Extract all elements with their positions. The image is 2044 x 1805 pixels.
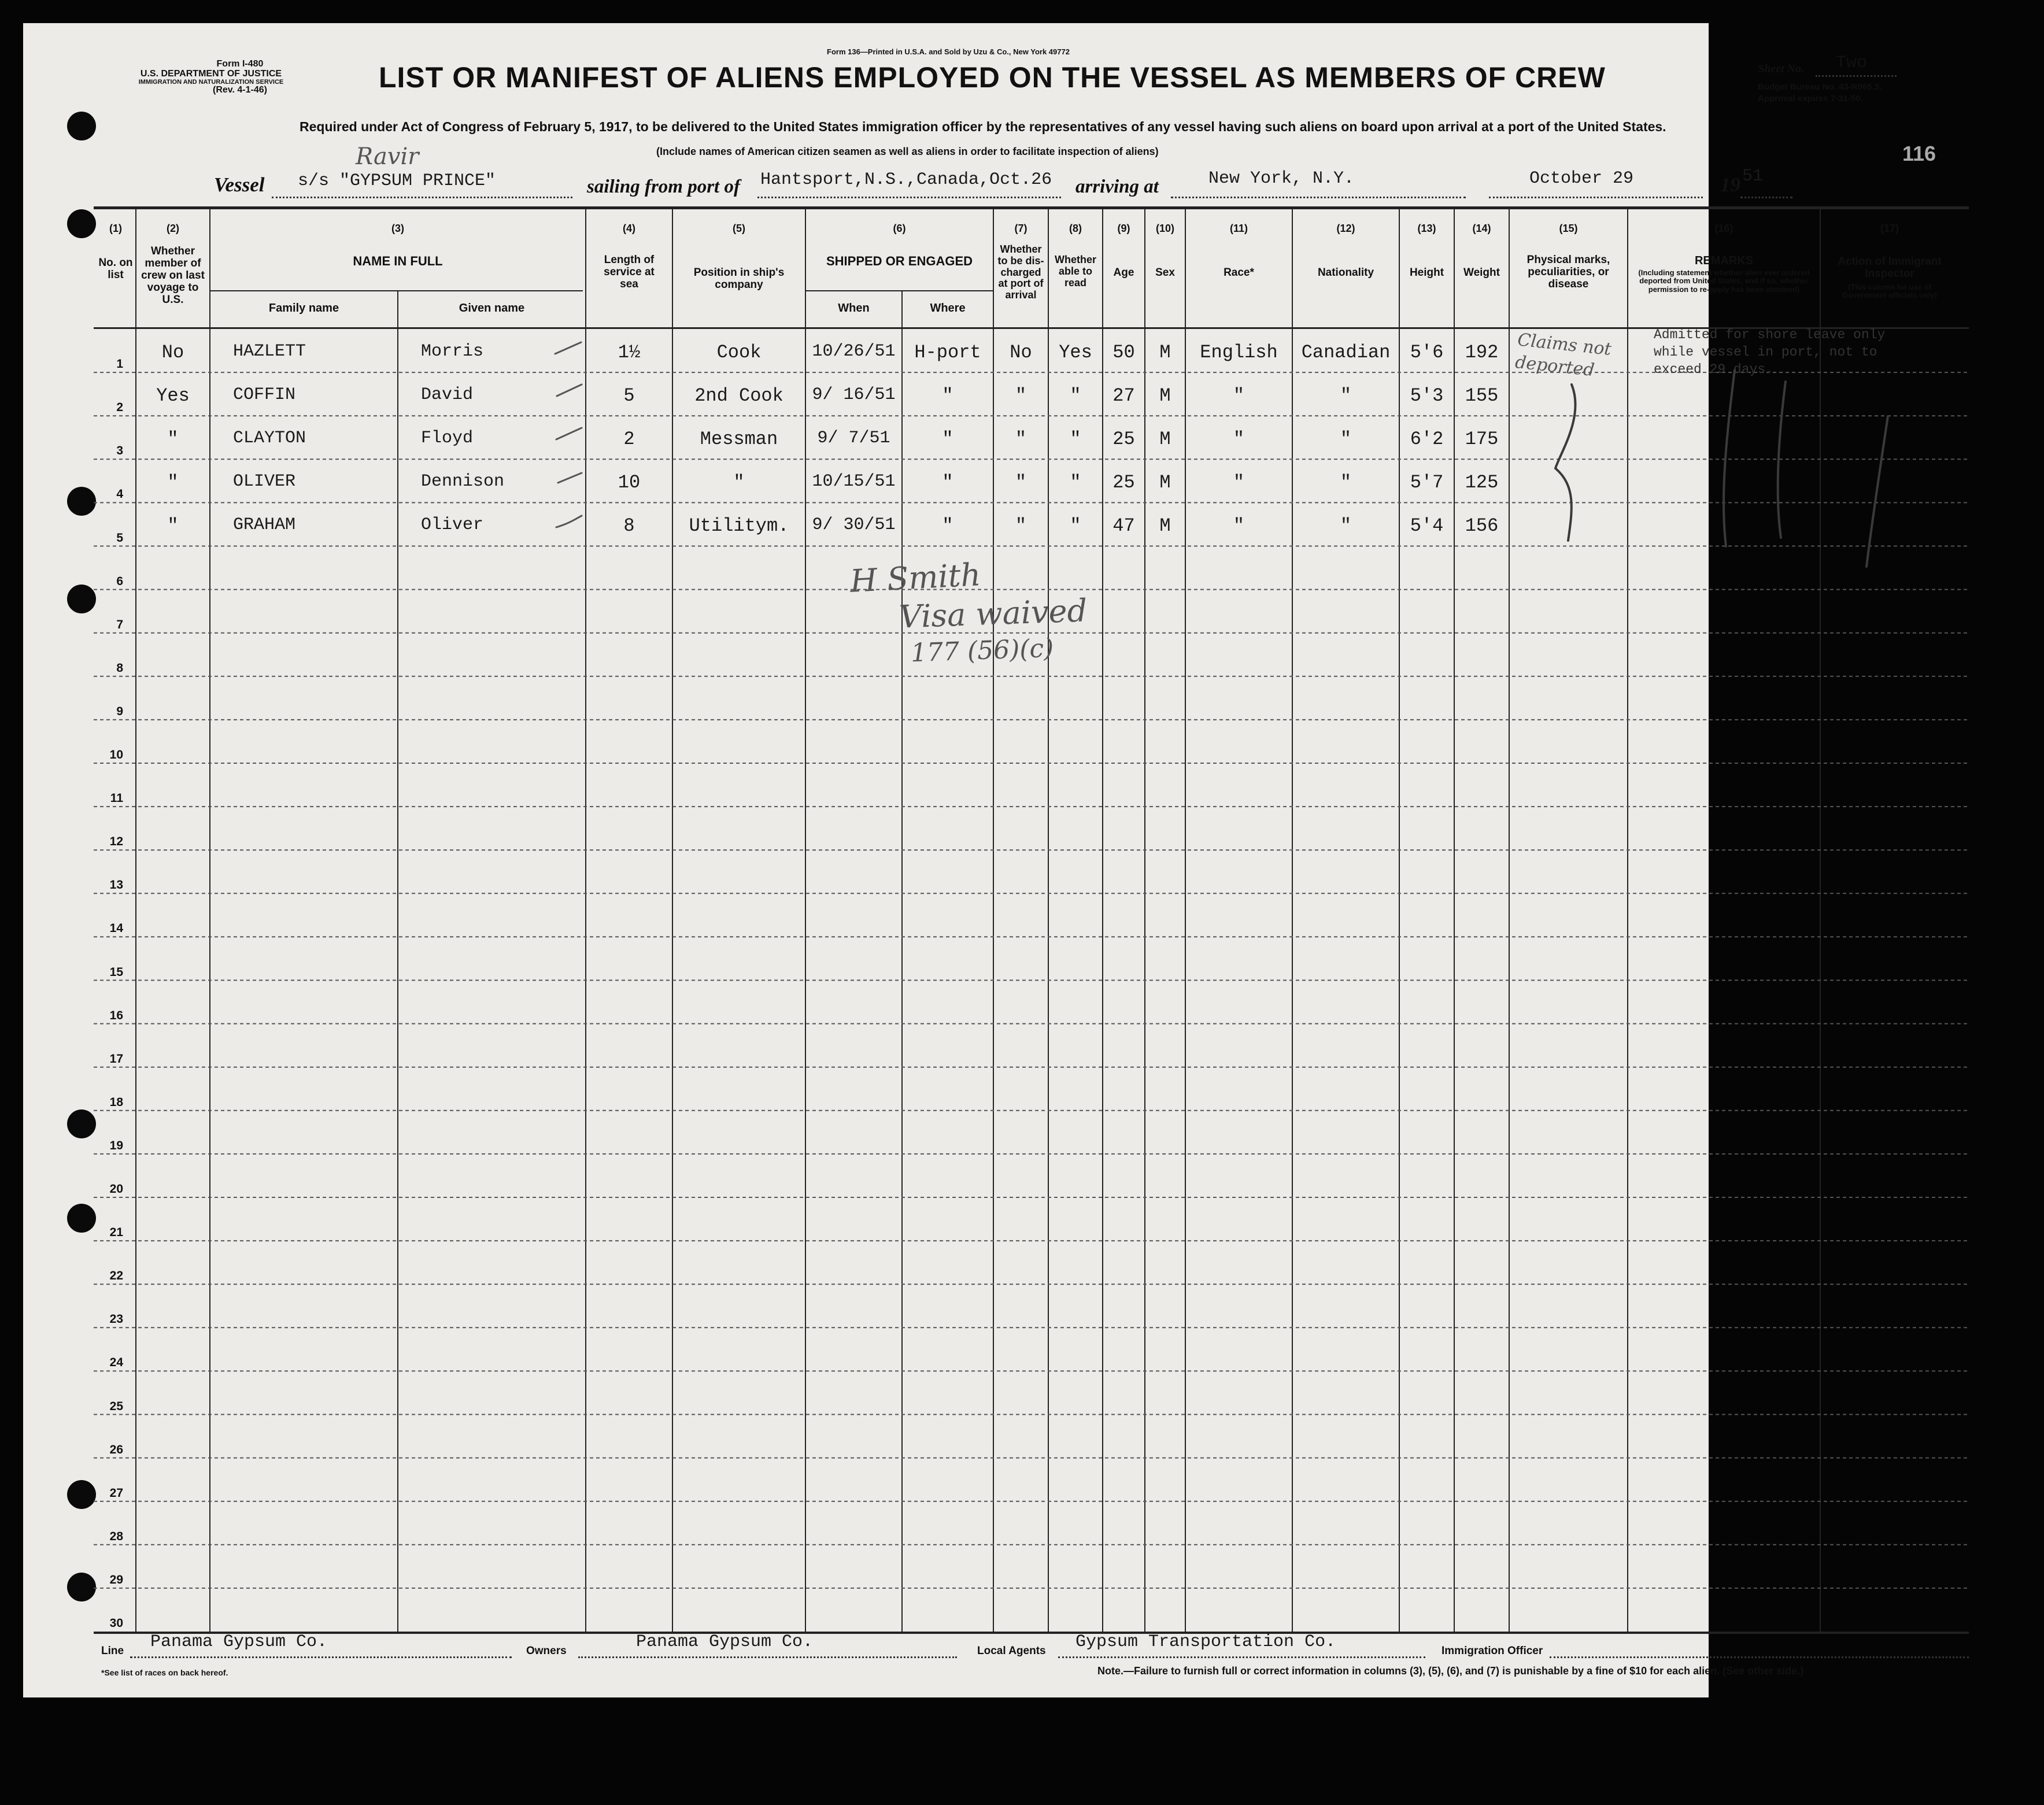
able-to-read-cell: Yes	[1059, 342, 1092, 363]
service-length-cell: 5	[623, 385, 635, 407]
nationality-cell: Canadian	[1301, 342, 1391, 363]
col6-label: SHIPPED OR ENGAGED	[826, 254, 973, 268]
approval-expiry: Approval expires 7-31-50.	[1758, 94, 1863, 103]
races-note: *See list of races on back hereof.	[101, 1668, 228, 1677]
sheet-value: Two	[1836, 53, 1868, 73]
discharge-cell: "	[1015, 385, 1027, 407]
col14-number: (14)	[1472, 223, 1491, 234]
able-to-read-cell: "	[1070, 428, 1081, 450]
year-suffix: 51	[1742, 167, 1764, 186]
shipped-when-cell: 9/ 16/51	[812, 385, 896, 405]
form-block	[81, 60, 306, 95]
weight-cell: 155	[1465, 385, 1499, 407]
budget-number: Budget Bureau No. 43-R065.3.	[1758, 82, 1882, 92]
row-number: 30	[109, 1617, 123, 1630]
row-number: 18	[109, 1095, 123, 1109]
able-to-read-cell: "	[1070, 472, 1081, 494]
col11-label: Race*	[1224, 267, 1254, 279]
arriving-label: arriving at	[1075, 176, 1159, 197]
sex-cell: M	[1159, 515, 1171, 537]
owners-label: Owners	[526, 1645, 567, 1657]
required-statement: Required under Act of Congress of February 5, 1917, to be delivered to the United States immigration officer by the representatives of any vessel having such aliens on board upon arrival at a port of the United States.	[300, 119, 1666, 134]
position-cell: Cook	[716, 342, 762, 363]
remarks-typed: Admitted for shore leave only while vessel in port, not to exceed 29 days.	[1654, 327, 1886, 377]
shipped-when-cell: 9/ 30/51	[812, 515, 896, 535]
col8-number: (8)	[1069, 223, 1082, 234]
service-length-cell: 10	[618, 472, 641, 494]
service-length-cell: 8	[623, 515, 635, 537]
col15-label: Physical marks, peculiarities, or disease	[1526, 254, 1610, 290]
position-cell: Utilitym.	[689, 515, 789, 537]
position-cell: "	[733, 472, 745, 494]
year-prefix: 19	[1720, 173, 1740, 196]
service-length-cell: 2	[623, 428, 635, 450]
family-name-cell: HAZLETT	[233, 342, 306, 361]
col10-label: Sex	[1155, 267, 1175, 279]
row-number: 19	[109, 1138, 123, 1152]
vessel-label: Vessel	[214, 173, 265, 196]
name-subheader-line	[210, 290, 583, 291]
height-cell: 5'4	[1410, 515, 1444, 537]
family-name-cell: COFFIN	[233, 385, 296, 405]
shipped-where-cell: "	[942, 472, 953, 494]
shipped-where-cell: H-port	[914, 342, 981, 363]
given-name-cell: Floyd	[421, 428, 474, 449]
col7-label: Whether to be dis-charged at port of arrival	[997, 243, 1044, 301]
row-number: 11	[110, 791, 123, 805]
weight-cell: 175	[1465, 428, 1499, 450]
position-cell: 2nd Cook	[694, 385, 783, 407]
arriving-underline	[1171, 197, 1466, 198]
remarks-ditto-mark	[1778, 382, 1786, 538]
shipped-subheader-line	[805, 290, 993, 291]
row-number: 2	[116, 401, 123, 415]
col5-label: Position in ship's company	[693, 267, 785, 291]
col17-number: (17)	[1880, 223, 1899, 234]
row-number: 23	[109, 1312, 123, 1326]
race-cell: "	[1233, 385, 1245, 407]
row-number: 14	[109, 922, 123, 935]
col9-label: Age	[1113, 267, 1134, 279]
sailing-label: sailing from port of	[587, 176, 740, 197]
col16-sub: (Including statement whether alien ever ordered deported from United States, and if so, whether permission to re-apply has been obtained)	[1638, 268, 1810, 294]
age-cell: 47	[1112, 515, 1135, 537]
row-number: 15	[109, 965, 123, 979]
row-number: 20	[109, 1182, 123, 1196]
nationality-cell: "	[1340, 428, 1352, 450]
when-header: When	[838, 302, 870, 315]
vessel-handwritten-note: Ravir	[356, 143, 419, 170]
col12-label: Nationality	[1317, 267, 1374, 279]
weight-cell: 192	[1465, 342, 1499, 363]
service: IMMIGRATION AND NATURALIZATION SERVICE	[138, 78, 284, 86]
discharge-cell: "	[1015, 428, 1027, 450]
where-header: Where	[930, 302, 966, 315]
col2-label: Whether member of crew on last voyage to U.S.	[141, 245, 205, 306]
sex-cell: M	[1159, 385, 1171, 407]
arrival-date: October 29	[1529, 169, 1634, 188]
agents-underline	[1058, 1656, 1425, 1658]
line-value: Panama Gypsum Co.	[150, 1632, 328, 1652]
race-cell: "	[1233, 428, 1245, 450]
agents-value: Gypsum Transportation Co.	[1075, 1632, 1336, 1652]
shipped-where-cell: "	[942, 385, 953, 407]
officer-underline	[1550, 1656, 1969, 1658]
visa-code: 177 (56)(c)	[910, 633, 1055, 668]
shipped-where-cell: "	[942, 428, 953, 450]
able-to-read-cell: "	[1070, 385, 1081, 407]
signature: H Smith	[849, 556, 982, 600]
row-number: 29	[109, 1573, 123, 1586]
department: U.S. DEPARTMENT OF JUSTICE	[140, 68, 282, 79]
height-cell: 5'3	[1410, 385, 1444, 407]
shipped-when-cell: 9/ 7/51	[817, 428, 890, 449]
arriving-port: New York, N.Y.	[1208, 169, 1355, 188]
col4-label: Length of service at sea	[604, 254, 655, 290]
col2-number: (2)	[167, 223, 179, 234]
row-number: 7	[116, 617, 123, 631]
race-cell: "	[1233, 515, 1245, 537]
agents-label: Local Agents	[977, 1645, 1046, 1657]
sailing-port: Hantsport,N.S.,Canada,Oct.26	[760, 170, 1052, 190]
col12-number: (12)	[1336, 223, 1355, 234]
col15-number: (15)	[1559, 223, 1578, 234]
vessel-name: s/s "GYPSUM PRINCE"	[298, 171, 496, 191]
action-ditto-mark	[1866, 416, 1888, 567]
col7-number: (7)	[1014, 223, 1027, 234]
remarks-ditto-mark	[1724, 370, 1735, 546]
discharge-cell: "	[1015, 472, 1027, 494]
able-to-read-cell: "	[1070, 515, 1081, 537]
given-name-cell: Morris	[421, 342, 484, 361]
page-title: LIST OR MANIFEST OF ALIENS EMPLOYED ON THE VESSEL AS MEMBERS OF CREW	[379, 61, 1606, 94]
discharge-cell: "	[1015, 515, 1027, 537]
revision: (Rev. 4-1-46)	[213, 85, 267, 95]
col11-number: (11)	[1229, 223, 1248, 234]
height-cell: 5'7	[1410, 472, 1444, 494]
age-cell: 25	[1112, 472, 1135, 494]
col8-label: Whether able to read	[1055, 254, 1096, 288]
penalty-note: Note.—Failure to furnish full or correct information in columns (3), (5), (6), and (7) is punishable by a fine of $10 for each alien. (See other side.)	[1097, 1665, 1804, 1677]
given-name-cell: Oliver	[421, 515, 484, 535]
punch-hole	[67, 1109, 96, 1138]
nationality-cell: "	[1340, 472, 1352, 494]
family-name-cell: GRAHAM	[233, 515, 296, 535]
col1-label: No. on list	[98, 257, 133, 281]
sailing-underline	[757, 197, 1061, 198]
punch-hole	[67, 209, 96, 238]
prev-voyage-cell: "	[167, 472, 179, 494]
row-number: 26	[109, 1442, 123, 1456]
punch-hole	[67, 585, 96, 613]
col17-label: Action of Immigrant Inspector	[1838, 256, 1942, 280]
height-cell: 5'6	[1410, 342, 1444, 363]
include-note: (Include names of American citizen seamen as well as aliens in order to facilitate inspection of aliens)	[656, 146, 1159, 157]
form-number: Form I-480	[216, 59, 264, 69]
page-stamp: 116	[1902, 142, 1936, 165]
row-number: 12	[109, 835, 123, 849]
col13-number: (13)	[1417, 223, 1436, 234]
row-number: 4	[116, 487, 123, 501]
col10-number: (10)	[1155, 223, 1174, 234]
sheet-label: Sheet No.	[1758, 62, 1804, 75]
row-number: 17	[109, 1052, 123, 1066]
nationality-cell: "	[1340, 515, 1352, 537]
sheet-underline	[1816, 75, 1897, 77]
table-bottom-border	[94, 1632, 1969, 1634]
prev-voyage-cell: Yes	[156, 385, 190, 407]
row-number: 25	[109, 1399, 123, 1413]
race-cell: English	[1200, 342, 1278, 363]
row-number: 22	[109, 1269, 123, 1283]
col17-sub: (This column for use of Government officials only)	[1842, 283, 1937, 300]
owners-value: Panama Gypsum Co.	[636, 1632, 814, 1652]
line-label: Line	[101, 1645, 124, 1657]
punch-hole	[67, 112, 96, 140]
family-name-header: Family name	[268, 302, 339, 315]
row-number: 6	[116, 574, 123, 588]
year-underline	[1740, 197, 1792, 198]
col14-label: Weight	[1463, 267, 1500, 279]
prev-voyage-cell: "	[167, 428, 179, 450]
nationality-cell: "	[1340, 385, 1352, 407]
col3-label: NAME IN FULL	[353, 254, 443, 268]
table-top-border	[94, 206, 1969, 209]
prev-voyage-cell: No	[161, 342, 184, 363]
physical-marks-note: Claims not deported	[1514, 330, 1613, 381]
owners-underline	[578, 1656, 957, 1658]
col5-number: (5)	[733, 223, 745, 234]
prev-voyage-cell: "	[167, 515, 179, 537]
row-number: 1	[116, 357, 123, 371]
col16-number: (16)	[1714, 223, 1733, 234]
col9-number: (9)	[1117, 223, 1130, 234]
col6-number: (6)	[893, 223, 906, 234]
shipped-when-cell: 10/26/51	[812, 342, 896, 361]
row-number: 24	[109, 1356, 123, 1370]
race-cell: "	[1233, 472, 1245, 494]
weight-cell: 156	[1465, 515, 1499, 537]
row-number: 28	[109, 1529, 123, 1543]
shipped-when-cell: 10/15/51	[812, 472, 896, 492]
col3-number: (3)	[391, 223, 404, 234]
vessel-underline	[272, 197, 572, 198]
family-name-cell: OLIVER	[233, 472, 296, 492]
date-underline	[1489, 197, 1703, 198]
line-underline	[130, 1656, 512, 1658]
row-number: 10	[109, 748, 123, 761]
height-cell: 6'2	[1410, 428, 1444, 450]
row-number: 21	[109, 1226, 123, 1240]
sex-cell: M	[1159, 342, 1171, 363]
col4-number: (4)	[623, 223, 635, 234]
age-cell: 27	[1112, 385, 1135, 407]
discharge-cell: No	[1010, 342, 1032, 363]
visa-note: Visa waived	[898, 592, 1088, 635]
position-cell: Messman	[700, 428, 778, 450]
col1-number: (1)	[109, 223, 122, 234]
row-number: 5	[116, 531, 123, 545]
age-cell: 25	[1112, 428, 1135, 450]
col16-label: REMARKS	[1694, 254, 1754, 267]
age-cell: 50	[1112, 342, 1135, 363]
row-number: 8	[116, 661, 123, 675]
officer-label: Immigration Officer	[1441, 1645, 1543, 1657]
given-name-cell: Dennison	[421, 472, 505, 492]
shipped-where-cell: "	[942, 515, 953, 537]
row-number: 27	[109, 1486, 123, 1500]
service-length-cell: 1½	[618, 342, 641, 363]
sex-cell: M	[1159, 428, 1171, 450]
row-number: 16	[109, 1008, 123, 1022]
printer-line: Form 136—Printed in U.S.A. and Sold by Uzu & Co., New York 49772	[827, 47, 1070, 56]
sex-cell: M	[1159, 472, 1171, 494]
weight-cell: 125	[1465, 472, 1499, 494]
given-name-cell: David	[421, 385, 474, 405]
row-number: 9	[116, 704, 123, 718]
col13-label: Height	[1409, 267, 1444, 279]
given-name-header: Given name	[459, 302, 525, 315]
row-number: 3	[116, 444, 123, 458]
row-number: 13	[109, 878, 123, 892]
family-name-cell: CLAYTON	[233, 428, 306, 449]
